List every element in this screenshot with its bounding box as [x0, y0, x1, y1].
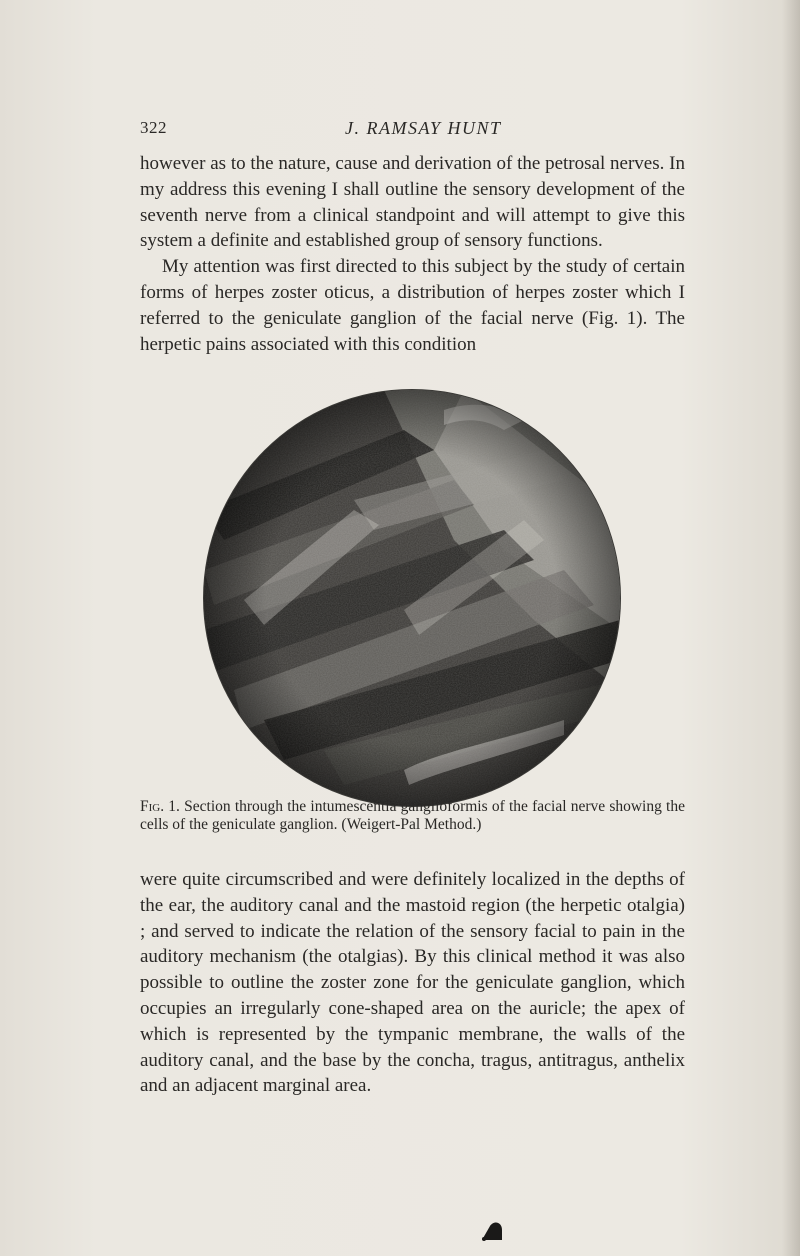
paragraph-3: were quite circumscribed and were definitely localized in the depths of the ear, the auditory canal and the mastoid region (the herpetic otalgia) ; and served to indicate the relation of the sensory facial to pain in the auditory mechanism (the otalgias). By this clinical method it was also possible to outline the zoster zone for the geniculate ganglion, which occupies an irregularly cone-shaped area on the auricle; the apex of which is represented by the tympanic membrane, the walls of the auditory canal, and the base by the concha, tragus, antitragus, anthelix and an adjacent marginal area.: [140, 869, 685, 1097]
ink-blot-mark: [480, 1220, 504, 1242]
micrograph-image: [204, 390, 620, 806]
body-text-top: [140, 151, 685, 357]
page-number: 322: [140, 118, 167, 137]
author-header: J. RAMSAY HUNT: [345, 118, 502, 138]
figure-caption: [140, 798, 685, 833]
paragraph-1: however as to the nature, cause and derivation of the petrosal nerves. In my address this evening I shall outline the sensory development of the seventh nerve from a clinical standpoint and will attempt to give this system a definite and established group of sensory functions.: [140, 153, 685, 252]
paragraph-2: My attention was first directed to this subject by the study of certain forms of herpes zoster oticus, a distribution of herpes zoster which I referred to the geniculate ganglion of the facial nerve (Fig. 1). The herpetic pains associated with this condition: [140, 256, 685, 355]
histology-micrograph: [204, 390, 620, 806]
running-head: [140, 118, 680, 144]
figure-caption-text: Section through the intumescentia ganglioformis of the facial nerve showing the cells of the geniculate ganglion. (Weigert-Pal Method.): [140, 798, 685, 833]
page-edge-shadow: [782, 0, 800, 1256]
figure-label: Fig. 1.: [140, 798, 180, 815]
